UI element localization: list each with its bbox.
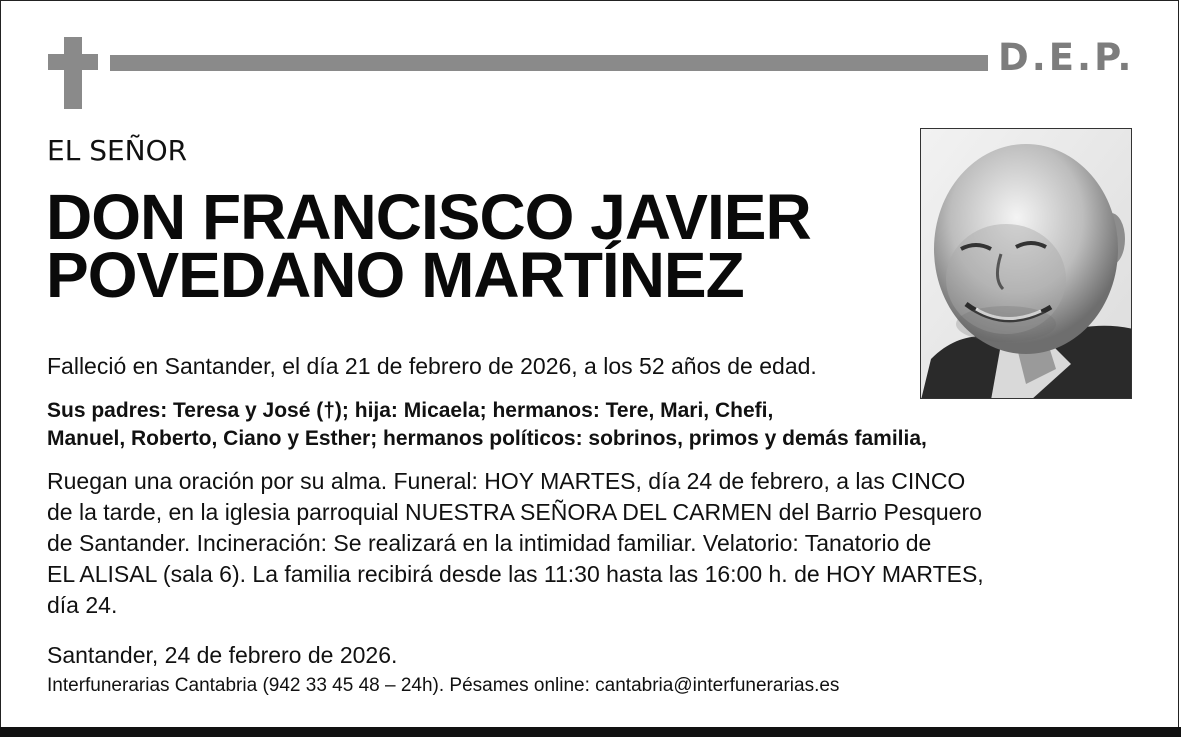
honorific: EL SEÑOR <box>47 134 188 167</box>
portrait-photo <box>920 128 1132 399</box>
place-date: Santander, 24 de febrero de 2026. <box>47 642 398 668</box>
family-line-2: Manuel, Roberto, Ciano y Esther; hermanos políticos: sobrinos, primos y demás familia, <box>47 427 927 450</box>
death-announcement: Falleció en Santander, el día 21 de febrero de 2026, a los 52 años de edad. <box>47 353 817 379</box>
name-line-2: POVEDANO MARTÍNEZ <box>46 239 744 311</box>
bottom-rule <box>0 727 1181 737</box>
deceased-name <box>46 181 811 311</box>
name-line-1: DON FRANCISCO JAVIER <box>46 181 811 253</box>
funeral-line-1: Ruegan una oración por su alma. Funeral: HOY MARTES, día 24 de febrero, a las CINCO <box>47 468 966 494</box>
funeral-line-5: día 24. <box>47 592 118 618</box>
family-line-1: Sus padres: Teresa y José (†); hija: Micaela; hermanos: Tere, Mari, Chefi, <box>47 399 774 422</box>
funeral-details <box>47 466 984 621</box>
funeral-line-2: de la tarde, en la iglesia parroquial NUESTRA SEÑORA DEL CARMEN del Barrio Pesquero <box>47 499 982 525</box>
cross-icon <box>48 37 98 109</box>
funeral-agency: Interfunerarias Cantabria (942 33 45 48 – 24h). Pésames online: cantabria@interfunerarias.es <box>47 675 840 696</box>
funeral-line-4: EL ALISAL (sala 6). La familia recibirá desde las 11:30 hasta las 16:00 h. de HOY MARTES, <box>47 561 984 587</box>
funeral-line-3: de Santander. Incineración: Se realizará en la intimidad familiar. Velatorio: Tanatorio de <box>47 530 932 556</box>
dep-label: D.E.P. <box>998 36 1135 79</box>
header-rule <box>110 55 988 71</box>
family-list <box>47 397 927 453</box>
